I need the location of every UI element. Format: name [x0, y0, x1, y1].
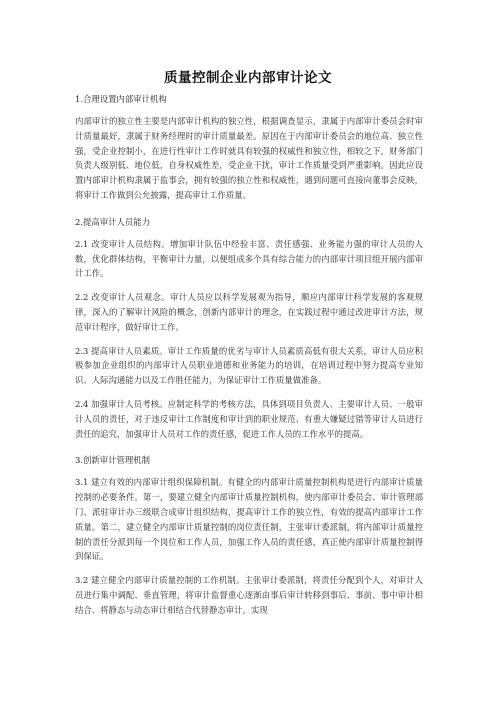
document-body — [75, 93, 423, 627]
section-2-paragraph-4: 2.4 加强审计人员考核。应制定科学的考核方法，具体到项目负责人、主要审计人员、一般审计人员的责任，对于违反审计工作制度和审计到的职业规范、有重大嫌疑过错等审计人员进行责任的追究，加强审计人员对工作的责任感，促进工作人员的工作水平的提高。 — [75, 398, 423, 439]
section-1-paragraph-1: 内部审计的独立性主要是内部审计机构的独立性，根据调查显示，隶属于内部审计委员会时审计质量最好，隶属于财务经理时的审计质量最差。原因在于内部审计委员会的地位高、独立性强，受企业控制小，在进行性审计工作时就具有较强的权威性和独立性，相较之下，财务部门负责人级别低、地位低，自身权威性差，受企业干扰，审计工作质量受到严重影响。因此应设置内部审计机构隶属于监事会，拥有较强的独立性和权威性，遇到问题可直接向董事会反映，将审计工作做到公允披露，提高审计工作质量。 — [75, 116, 423, 200]
section-heading-2: 2.提高审计人员能力 — [75, 216, 150, 227]
section-2-paragraph-1: 2.1 改变审计人员结构。增加审计队伍中经验丰富、责任感强、业务能力强的审计人员的人数，优化群体结构，平衡审计力量，以便组成多个具有综合能力的内部审计项目组开展内部审计工作。 — [75, 238, 423, 279]
section-3-paragraph-1: 3.1 建立有效的内部审计组织保障机制。有健全的内部审计质量控制机构是进行内部审计质量控制的必要条件。第一，要建立健全内部审计质量控制机构，使内部审计委员会、审计管理部门、派驻审计办三级联合成审计组织结构，提高审计工作的独立性，有效的提高内部审计工作质量。第二，建立健全内部审计质量控制的岗位责任制，主张审计委派制，将内部审计质量控制的责任分派到每一个岗位和工作人员，加强工作人员的责任感，真正使内部审计质量控制得到保证。 — [75, 477, 423, 562]
page-title: 质量控制企业内部审计论文 — [164, 70, 332, 86]
section-2-paragraph-2: 2.2 改变审计人员观念。审计人员应以科学发展观为指导，顺应内部审计科学发展的客观规律，深入的了解审计风险的概念，创新内部审计的理念，在实践过程中通过改进审计方法，规范审计程序，做好审计工作。 — [75, 292, 423, 332]
section-heading-1: 1.合理设置内部审计机构 — [75, 94, 167, 104]
section-heading-3: 3.创新审计管理机制 — [75, 455, 150, 466]
section-2-paragraph-3: 2.3 提高审计人员素质。审计工作质量的优劣与审计人员素质高低有很大关系，审计人员应积极参加企业组织的内部审计人员职业道德和业务能力的培训，在培训过程中努力提高专业知识、人际沟通能力以及工作胜任能力，为保证审计工作质量做准备。 — [75, 345, 423, 386]
section-3-paragraph-2: 3.2 建立健全内部审计质量控制的工作机制。主张审计委派制，将责任分配到个人，对审计人员进行集中调配、垂直管理，将审计监督重心逐渐由事后审计转移到事后、事前、事中审计相结合、将静态与动态审计相结合代替静态审计，实现 — [75, 575, 423, 615]
